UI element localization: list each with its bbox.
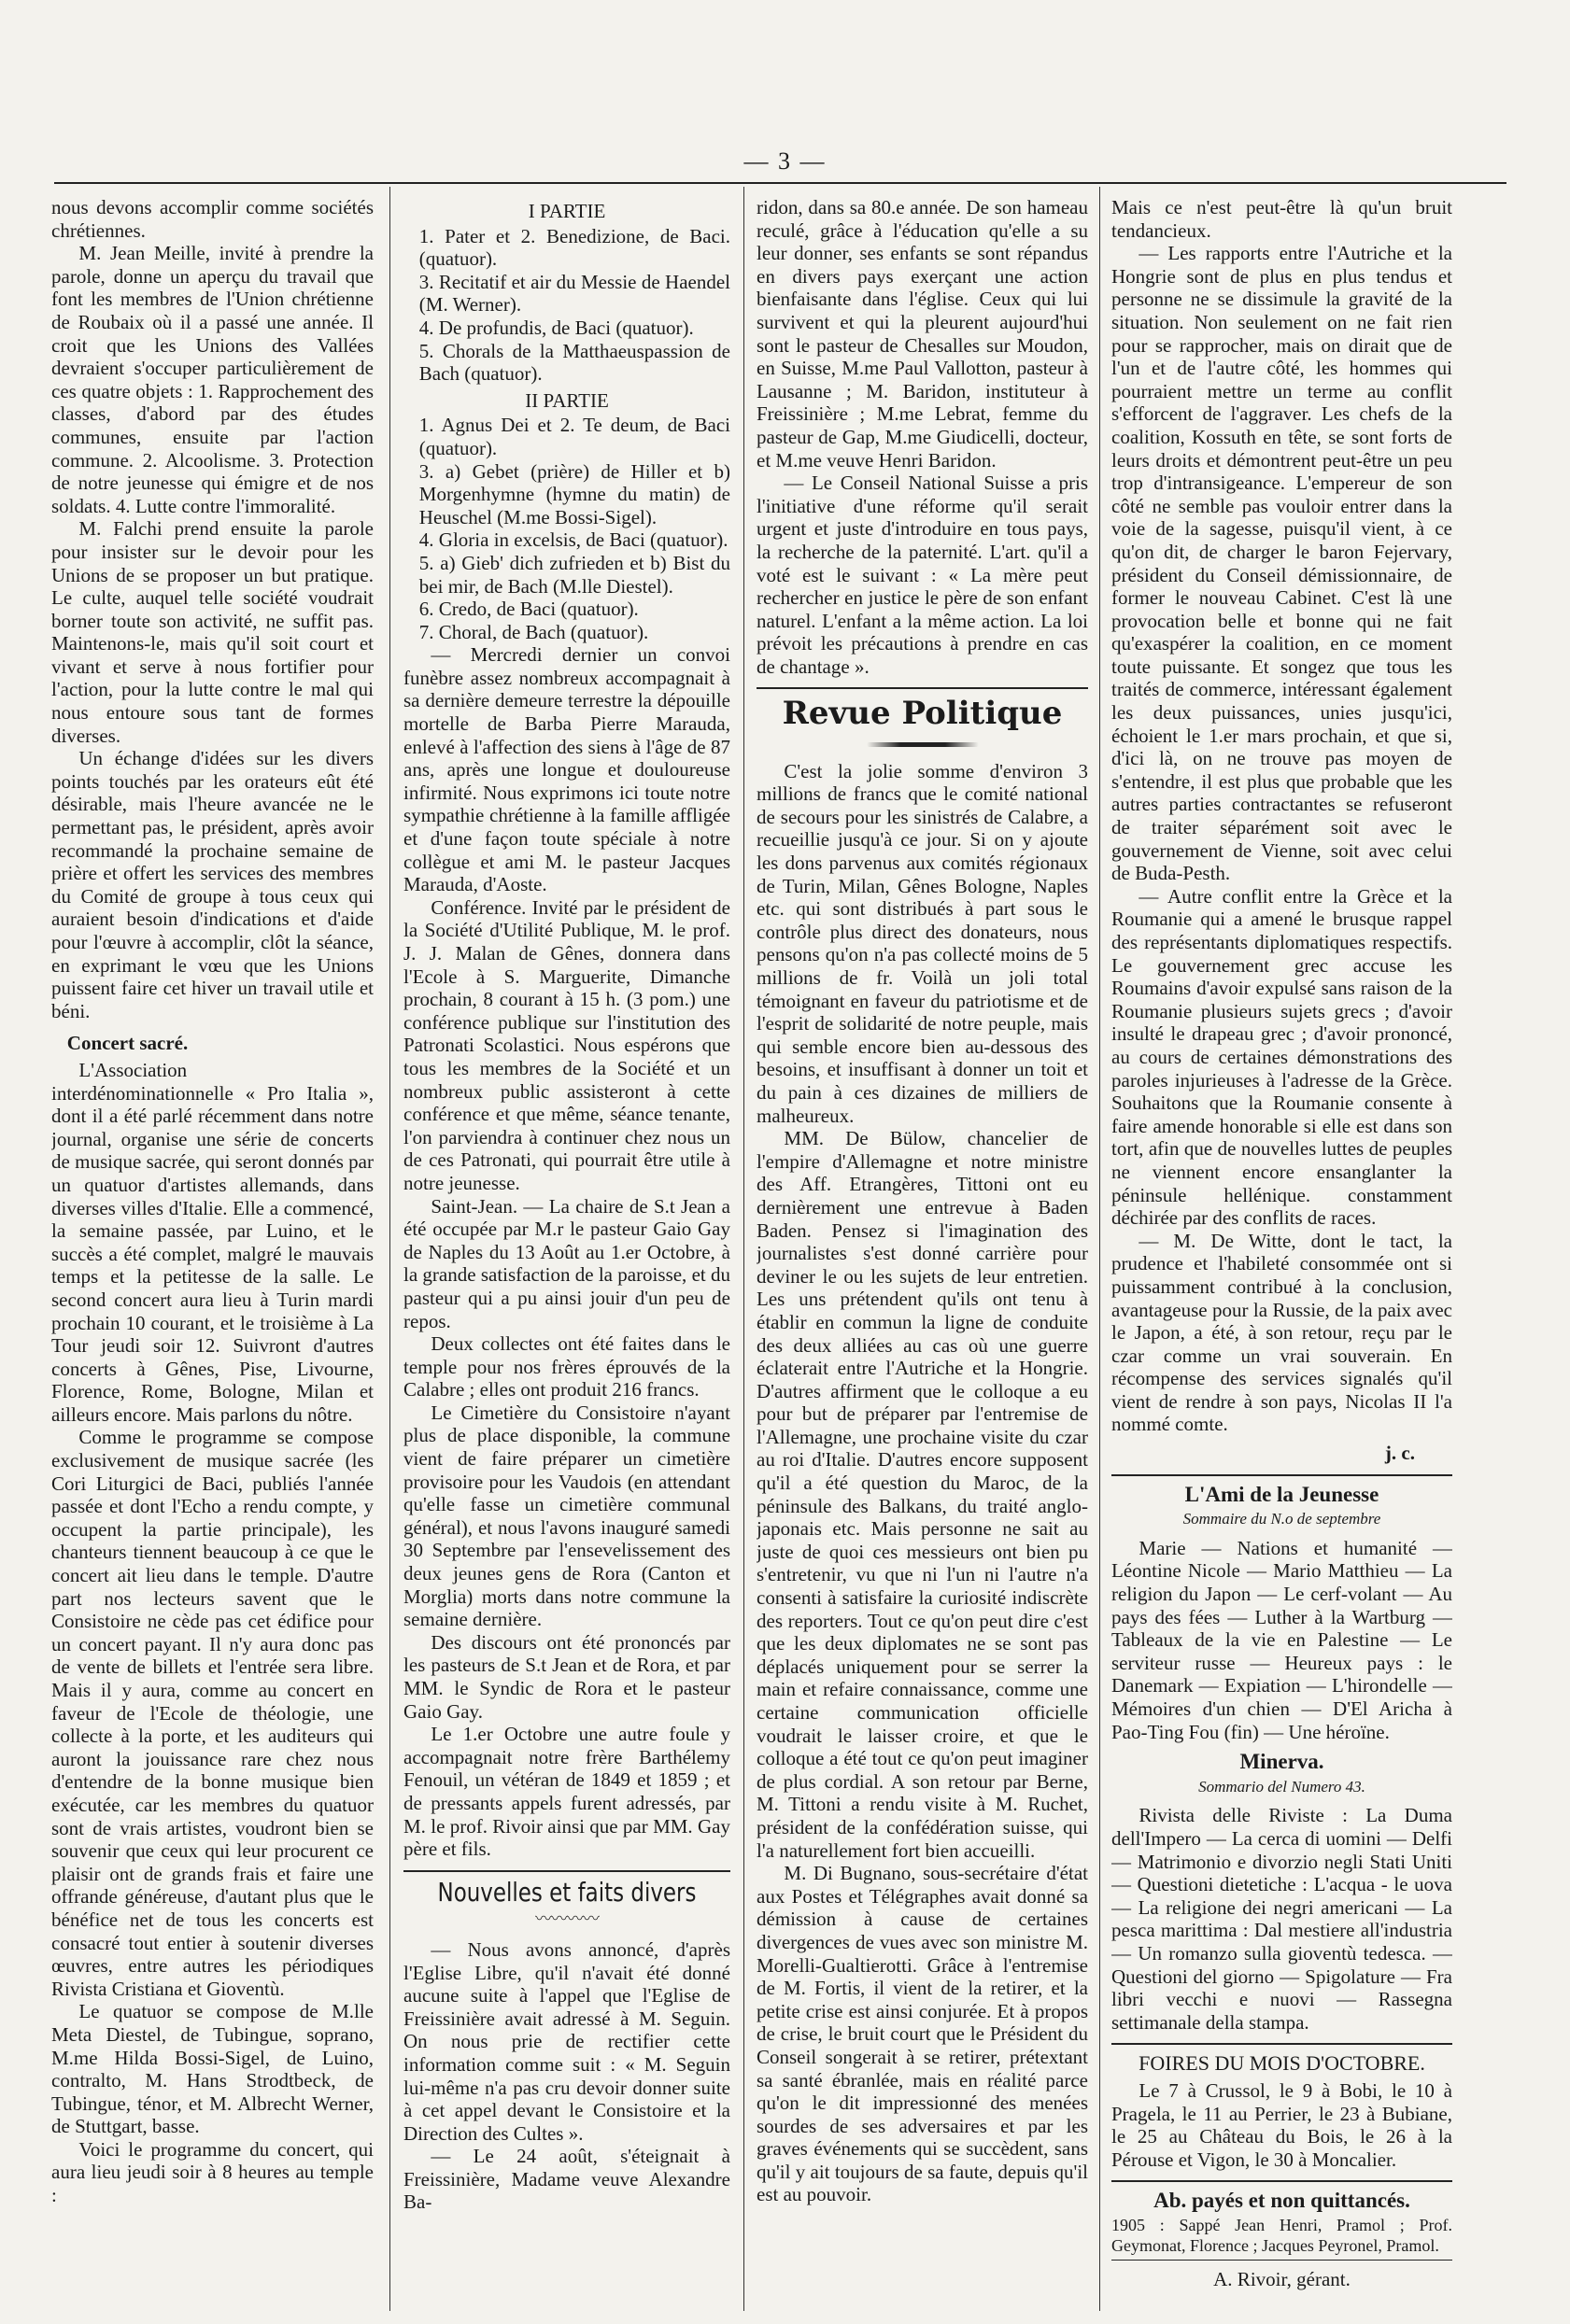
program-item: 1. Pater et 2. Benedizione, de Baci. (quatuor). — [418, 224, 730, 271]
paragraph: Deux collectes ont été faites dans le temple pour nos frères éprouvés de la Calabre ; elles ont produit 216 francs. — [403, 1332, 730, 1401]
section-title-concert: Concert sacré. — [66, 1032, 189, 1055]
column-1 — [51, 196, 374, 2297]
paragraph: nous devons accomplir comme sociétés chrétiennes. — [51, 196, 374, 242]
paragraph: M. Falchi prend ensuite la parole pour insister sur le devoir pour les Unions de se proposer un but pratique. Le culte, auquel telle société voudrait borner toute son activité, ne suffit pas. Maintenons-le, mais qu'il soit court et vivant et serve à nous fortifier pour l'action, pour la lutte contre le mal qui nous entoure sous tant de formes diverses. — [51, 517, 374, 747]
paragraph: Le 7 à Crussol, le 9 à Bobi, le 10 à Pragela, le 11 au Perrier, le 23 à Bubiane, le 25 au Château du Bois, le 26 à la Pérouse et Vigon, le 30 à Moncalier. — [1111, 2078, 1452, 2171]
program-item: 1. Agnus Dei et 2. Te deum, de Baci (quatuor). — [418, 414, 730, 459]
paragraph: Rivista delle Riviste : La Duma dell'Impero — La cerca di uomini — Delfi — Matrimonio e divorzio negli Stati Uniti — Questioni dietetiche : L'acqua - le uova — La religione dei negri americani — La pesca marittima : Dal mestiere all'industria — Un romanzo sulla gioventù tedesca. — Questioni del giorno — Spigolature — Fra libri vecchi e nuovi — Rassegna settimanale della stampa. — [1111, 1804, 1452, 2034]
paragraph: Le 1.er Octobre une autre foule y accompagnait notre frère Barthélemy Fenouil, un vétéran de 1849 et 1859 ; et de pressants appels furent adressés, par M. le prof. Rivoir ainsi que par MM. Gay père et fils. — [403, 1723, 730, 1861]
section-title-minerva: Minerva. — [1239, 1750, 1324, 1774]
section-rule — [757, 687, 1088, 689]
paragraph: Un échange d'idées sur les divers points touchés par les orateurs eût été désirable, mais l'heure avancée ne le permettant pas, le président, après avoir recommandé la prochaine semaine de prière et offert les services des membres du Comité de groupe à tous ceux qui auraient besoin d'indications et d'aide pour l'œuvre à accomplir, clôt la séance, en exprimant le vœu que les Unions puissent faire cet hiver un travail utile et béni. — [51, 747, 374, 1022]
program-item: 3. a) Gebet (prière) de Hiller et b) Morgenhymne (hymne du matin) de Heuschel (M.me Bossi-Sigel). — [418, 459, 730, 528]
paragraph: L'Association interdénominationnelle « Pro Italia », dont il a été parlé récemment dans notre journal, organise une série de concerts de musique sacrée, qui seront donnés par un quatuor d'artistes allemands, dans diverses villes d'Italie. Elle a commencé, la semaine passée, par Luino, et le succès a été complet, malgré le mauvais temps et la petitesse de la salle. Le second concert aura lieu à Turin mardi prochain 10 courant, et le troisième à La Tour jeudi soir 12. Suivront d'autres concerts à Gênes, Pise, Livourne, Florence, Rome, Bologne, Milan et ailleurs encore. Mais parlons du nôtre. — [51, 1058, 374, 1426]
paragraph: M. Jean Meille, invité à prendre la parole, donne un aperçu du travail que font les membres de l'Union chrétienne de Roubaix où il a passé une année. Il croit que les Unions des Vallées devraient s'occuper particulièrement de ces quatre objets : 1. Rapprochement des classes, d'abord par des études communes, ensuite par l'action commune. 2. Alcoolisme. 3. Protection de notre jeunesse qui émigre et de nos soldats. 4. Lutte contre l'immoralité. — [51, 242, 374, 517]
gerant-signature: A. Rivoir, gérant. — [1213, 2267, 1351, 2290]
paragraph: Le quatuor se compose de M.lle Meta Diestel, de Tubingue, soprano, M.me Hilda Bossi-Sigel, de Luino, contralto, M. Hans Strodtbeck, de Tubingue, ténor, et M. Albrecht Werner, de Stuttgart, basse. — [51, 2000, 374, 2138]
paragraph: M. Di Bugnano, sous-secrétaire d'état aux Postes et Télégraphes avait donné sa démission à cause de certaines divergences de vues avec son ministre M. Morelli-Gualtierotti. Grâce à l'entremise de M. Fortis, il vient de la retirer, et la petite crise est ainsi conjurée. Et à propos de crise, le bruit court que le Président du Conseil songerait à se retirer, prétextant sa santé ébranlée, mais en réalité parce qu'on le dit impressionné des menées sourdes de ses adversaires et par les graves événements qui se succèdent, sans qu'il y ait toujours de sa faute, depuis qu'il est au pouvoir. — [757, 1862, 1088, 2206]
column-divider — [743, 187, 744, 2311]
section-rule — [1111, 2043, 1452, 2045]
paragraph: Conférence. Invité par le président de la Société d'Utilité Publique, M. le prof. J. J. Malan de Gênes, donnera dans l'Ecole à S. Marguerite, Dimanche prochain, 8 courant à 15 h. (3 pom.) une conférence publique sur l'institution des Patronati Scolastici. Nous espérons que tous les membres de la Société et un nombreux public assisteront à cette conférence et que même, séance tenante, l'on parviendra à continuer chez nous un de ces Patronati, qui pourrait être utile à notre jeunesse. — [403, 895, 730, 1194]
section-rule — [1111, 2260, 1452, 2261]
program-item: 7. Choral, de Bach (quatuor). — [418, 620, 649, 643]
ornament-wave: 〰〰〰〰 — [535, 1909, 599, 1929]
program-item: 6. Credo, de Baci (quatuor). — [418, 598, 639, 621]
paragraph: Voici le programme du concert, qui aura lieu jeudi soir à 8 heures au temple : — [51, 2137, 374, 2207]
paragraph: ridon, dans sa 80.e année. De son hameau reculé, grâce à l'éducation qu'elle a su leur donner, ses enfants se sont répandus en divers pays exerçant une action bienfaisante dans l'église. Ceux qui lui survivent et qui la pleurent aujourd'hui sont le pasteur de Chesalles sur Moudon, en Suisse, M.me Paul Vallotton, pasteur à Lausanne ; M. Baridon, instituteur à Freissinière ; M.me Lebrat, femme du pasteur de Gap, M.me Giudicelli, docteur, et M.me veuve Henri Baridon. — [757, 196, 1088, 472]
program-item: 4. Gloria in excelsis, de Baci (quatuor). — [418, 528, 728, 552]
signature: j. c. — [1384, 1442, 1415, 1465]
paragraph: Comme le programme se compose exclusivement de musique sacrée (les Cori Liturgici de Baci, publiés l'année passée et dont l'Echo a rendu compte, y occupent la partie principale), les chanteurs tiennent beaucoup à ce que le concert ait lieu dans le temple. D'autre part nos lecteurs savent que le Consistoire ne cède pas cet édifice pour un concert payant. Il n'y aura donc pas de vente de billets et l'entrée sera libre. Mais il y aura, comme au concert en faveur de l'Ecole de théologie, une collecte à la porte, et les auditeurs qui auront la jouissance rare chez nous d'entendre de la bonne musique bien exécutée, car les membres du quatuor sont de vrais artistes, voudront bien se souvenir que ceux qui leur procurent ce plaisir ont de grands frais et faire une offrande généreuse, d'autant plus que le bénéfice net de tous les concerts est consacré tout entier à soutenir diverses œuvres, entre autres les périodiques Rivista Cristiana et Gioventù. — [51, 1426, 374, 2000]
program-item: 3. Recitatif et air du Messie de Haendel (M. Werner). — [418, 270, 730, 317]
section-title-ami: L'Ami de la Jeunesse — [1184, 1482, 1379, 1506]
section-rule — [403, 1870, 730, 1872]
column-3 — [757, 196, 1088, 2297]
paragraph: MM. De Bülow, chancelier de l'empire d'Allemagne et notre ministre des Aff. Etrangères, Tittoni ont eu dernièrement une entrevue à Baden Baden. Pensez si l'imagination des journalistes s'est donné carrière pour deviner le ou les sujets de leur entretien. Les uns prétendent qu'ils ont tenu à établir en commun la ligne de conduite des deux alliées au cas où une guerre éclaterait entre l'Autriche et la Hongrie. D'autres affirment que le colloque a eu pour but de préparer par l'entremise de l'Allemagne, une prochaine visite du czar au roi d'Italie. D'autres encore supposent qu'il a été question du Maroc, de la péninsule des Balkans, du traité anglo-japonais etc. Mais personne ne sait au juste de quoi ces messieurs ont bien pu s'entretenir, vu que ni l'un ni l'autre n'a consenti à satisfaire la curiosité indiscrète des reporters. Tout ce qu'on peut dire c'est que les deux diplomates ne se sont pas déplacés uniquement pour se serrer la main et refaire connaissance, comme une certaine communication officielle voudrait le laisser croire, et que le colloque a été tout ce qu'on peut imaginer de plus cordial. A son retour par Berne, M. Tittoni a rendu visite à M. Ruchet, président de la confédération suisse, qui l'a naturellement fort bien accueilli. — [757, 1127, 1088, 1862]
column-divider — [1099, 187, 1100, 2311]
paragraph: — Mercredi dernier un convoi funèbre assez nombreux accompagnait à sa dernière demeure terrestre la dépouille mortelle de Barba Pierre Marauda, enlevé à l'affection des siens à l'âge de 87 ans, après une longue et douloureuse infirmité. Nous exprimons ici toute notre sympathie chrétienne à la famille affligée et d'une façon toute spéciale à notre collègue et ami M. le pasteur Jacques Marauda, d'Aoste. — [403, 643, 730, 896]
section-subtitle: Sommaire du N.o de septembre — [1182, 1510, 1381, 1528]
program-item: 5. Chorals de la Matthaeuspassion de Bach (quatuor). — [418, 339, 730, 386]
section-title-revue: Revue Politique — [782, 695, 1063, 733]
paragraph: C'est la jolie somme d'environ 3 millions de francs que le comité national de secours pour les sinistrés de Calabre, a recueillie jusqu'à ce jour. Si on y ajoute les dons parvenus aux comités régionaux de Turin, Milan, Gênes Bologne, Naples etc. qui sont distribués à part sous le contrôle plus direct des donateurs, nous pensons qu'on n'a pas collecté moins de 5 millions de fr. Voilà un joli total témoignant en faveur du patriotisme et de l'esprit de solidarité de notre peuple, mais qui semble encore bien au-dessous des besoins, et insuffisant à donner un toit et du pain à ces dizaines de milliers de malheureux. — [757, 759, 1088, 1127]
section-title-abonnements: Ab. payés et non quittancés. — [1153, 2189, 1410, 2213]
ornament-rule — [757, 729, 1088, 753]
paragraph: — M. De Witte, dont le tact, la prudence et l'habileté consommée ont si puissamment contribué à la conclusion, avantageuse pour la Russie, de la paix avec le Japon, a été, à son retour, reçu par le czar comme un vrai souverain. En récompense des services signalés qu'il vient de rendre à son pays, Nicolas II l'a nommé comte. — [1111, 1229, 1452, 1436]
paragraph: Marie — Nations et humanité — Léontine Nicole — Mario Matthieu — La religion du Japon — Le cerf-volant — Au pays des fées — Luther à la Wartburg — Tableaux de la vie en Palestine — Le serviteur russe — Heureux pays : le Danemark — Expiation — L'hirondelle — Mémoires d'un chien — D'El Aricha à Pao-Ting Fou (fin) — Une héroïne. — [1111, 1536, 1452, 1743]
paragraph: Saint-Jean. — La chaire de S.t Jean a été occupée par M.r le pasteur Gaio Gay de Naples du 13 Août au 1.er Octobre, à la grande satisfaction de la paroisse, et du pasteur qui a pu ainsi jouir d'un peu de repos. — [403, 1194, 730, 1332]
paragraph: — Le Conseil National Suisse a pris l'initiative d'une réforme qu'il serait urgent et juste d'introduire en tous pays, la recherche de la paternité. L'art. qu'il a voté est le suivant : « La mère peut rechercher en justice le père de son enfant naturel. L'enfant a la même action. La loi prévoit les précautions à prendre en cas de chantage ». — [757, 472, 1088, 678]
program-part-title: I PARTIE — [528, 200, 606, 222]
section-subtitle: Sommario del Numero 43. — [1198, 1777, 1365, 1796]
section-rule — [1111, 2180, 1452, 2182]
paragraph: — Le 24 août, s'éteignait à Freissinière, Madame veuve Alexandre Ba- — [403, 2145, 730, 2214]
column-divider — [389, 187, 390, 2311]
paragraph: Le Cimetière du Consistoire n'ayant plus de place disponible, la commune vient de faire préparer un cimetière provisoire pour les Vaudois (en attendant qu'elle fasse un cimetière communal général), et nous l'avons inauguré samedi 30 Septembre par l'ensevelissement des deux jeunes gens de Rora (Canton et Morglia) morts dans notre commune la semaine dernière. — [403, 1401, 730, 1631]
header-rule — [54, 182, 1506, 184]
section-title-nouvelles: Nouvelles et faits divers — [437, 1876, 697, 1908]
paragraph: 1905 : Sappé Jean Henri, Pramol ; Prof. Geymonat, Florence ; Jacques Peyronel, Pramol. — [1111, 2215, 1452, 2255]
paragraph: — Les rapports entre l'Autriche et la Hongrie sont de plus en plus tendus et personne ne se dissimule la gravité de la situation. Non seulement on ne fait rien pour se rapprocher, mais on dirait que de l'un et de l'autre côté, les hommes qui pourraient mettre un terme au conflit s'efforcent de l'aggraver. Les chefs de la coalition, Kossuth en tête, se sont forts de leurs droits et démontrent peut-être un peu trop d'intransigeance. L'empereur de son côté ne semble pas vouloir entrer dans la voie de la sagesse, puisqu'il vient, à ce qu'on dit, de charger le baron Fejervary, président du Conseil démissionnaire, de former le nouveau Cabinet. C'est là une provocation belle et bonne qui ne fait qu'exaspérer la coalition, en ce moment toute puissante. Et songez que tous les traités de commerce, intéressant également les deux puissances, unies jusqu'ici, échoient le 1.er mars prochain, et que si, d'ici là, on ne trouve pas moyen de s'entendre, il est plus que probable que les autres parties contractantes se refuseront de traiter séparément soit avec le gouvernement de Vienne, soit avec celui de Buda-Pesth. — [1111, 242, 1452, 885]
paragraph: — Autre conflit entre la Grèce et la Roumanie qui a amené le brusque rappel des représentants diplomatiques respectifs. Le gouvernement grec accuse les Roumains d'avoir expulsé sans raison de la Roumanie plusieurs sujets grecs ; d'avoir insulté le drapeau grec ; d'avoir prononcé, au cours de certaines démonstrations des paroles injurieuses à l'adresse de la Grèce. Souhaitons que la Roumanie consente à faire amende honorable si elle est dans son tort, afin que de nouvelles luttes de peuples ne viennent encore ensanglanter la péninsule hellénique. constamment déchirée par des conflits de races. — [1111, 884, 1452, 1230]
section-rule — [1111, 1474, 1452, 1476]
program-part-title: II PARTIE — [525, 388, 609, 412]
page-number: — 3 — — [743, 148, 827, 175]
program-item: 4. De profundis, de Baci (quatuor). — [418, 316, 694, 339]
column-4 — [1111, 196, 1452, 2297]
column-2 — [403, 196, 730, 2297]
program-item: 5. a) Gieb' dich zufrieden et b) Bist du bei mir, de Bach (M.lle Diestel). — [418, 551, 730, 598]
section-title-foires: FOIRES DU MOIS D'OCTOBRE. — [1139, 2051, 1425, 2076]
paragraph: Mais ce n'est peut-être là qu'un bruit tendancieux. — [1111, 196, 1452, 242]
paragraph: — Nous avons annoncé, d'après l'Eglise Libre, qu'il n'avait été donné aucune suite à l'appel que l'Eglise de Freissinière avait adressé à M. Seguin. On nous prie de rectifier cette information comme suit : « M. Seguin lui-même n'a pas cru devoir donner suite à cet appel devant le Consistoire et la Direction des Cultes ». — [403, 1937, 730, 2145]
paragraph: Des discours ont été prononcés par les pasteurs de S.t Jean et de Rora, et par MM. le Syndic de Rora et le pasteur Gaio Gay. — [403, 1630, 730, 1723]
